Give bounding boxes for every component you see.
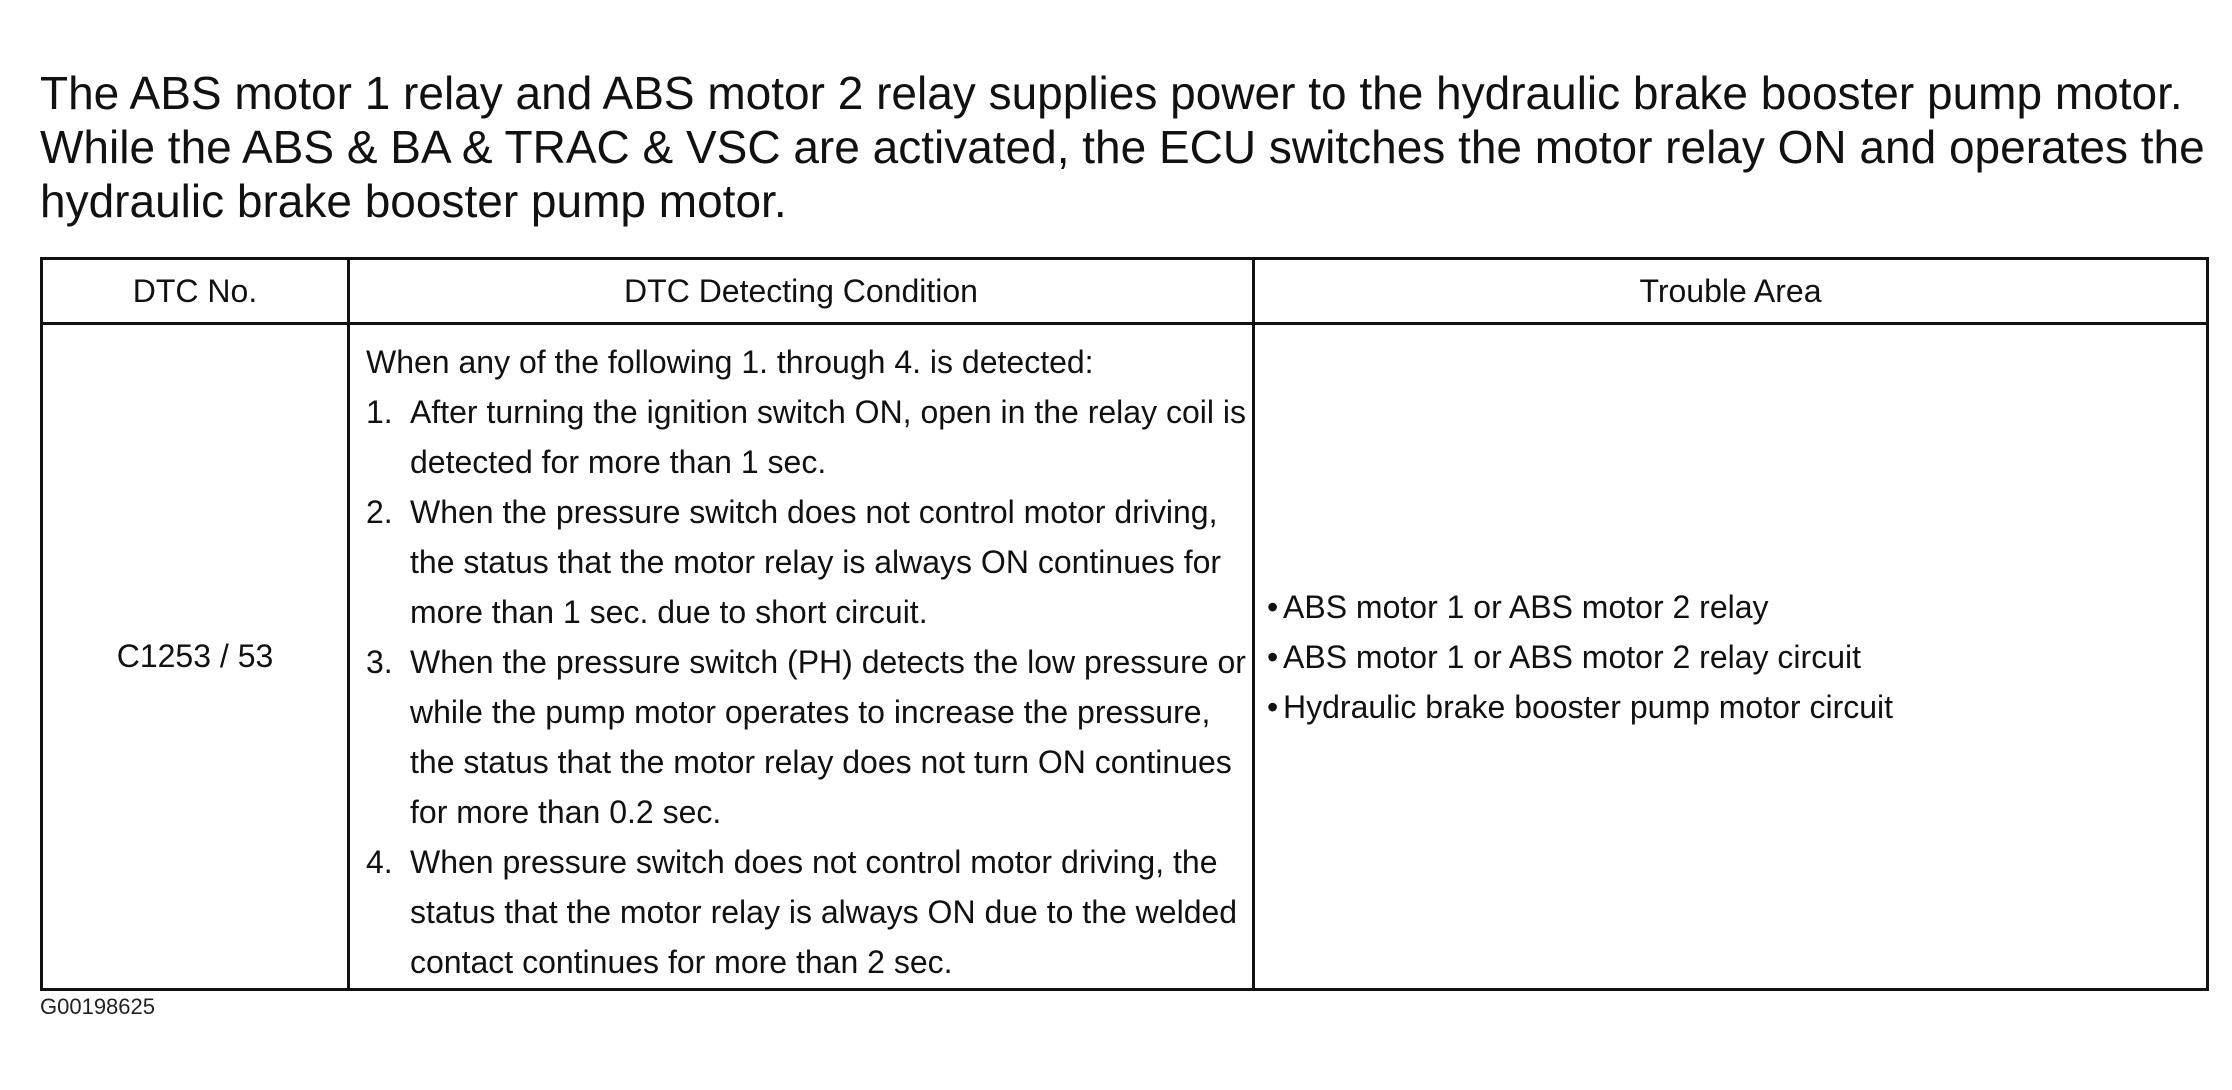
condition-item [366,837,1252,987]
dtc-code-cell: C1253 / 53 [42,324,349,990]
header-detecting-condition: DTC Detecting Condition [349,259,1254,324]
intro-line: While the ABS & BA & TRAC & VSC are activated, the ECU switches the motor relay ON and operates the [40,121,2205,173]
intro-line: The ABS motor 1 relay and ABS motor 2 relay supplies power to the hydraulic brake booster pump motor. [40,67,2183,119]
trouble-area-text: ABS motor 1 or ABS motor 2 relay [1283,588,1769,625]
condition-number: 2. [366,494,393,530]
condition-list [366,387,1252,987]
trouble-area-text: Hydraulic brake booster pump motor circuit [1283,688,1894,725]
table-row [42,324,2208,990]
trouble-area-item [1267,582,2206,632]
trouble-area-item [1267,682,2206,732]
trouble-area-list [1267,582,2206,732]
condition-number: 3. [366,644,393,680]
intro-line: hydraulic brake booster pump motor. [40,175,787,227]
trouble-area-item [1267,632,2206,682]
dtc-table [40,257,2209,991]
condition-item [366,487,1252,637]
trouble-area-cell [1254,324,2208,990]
header-dtc-no: DTC No. [42,259,349,324]
condition-text: After turning the ignition switch ON, open in the relay coil is detected for more than 1 sec. [410,394,1246,480]
figure-id: G00198625 [40,994,155,1019]
condition-number: 1. [366,394,393,430]
header-trouble-area: Trouble Area [1254,259,2208,324]
detecting-condition-cell [349,324,1254,990]
condition-item [366,387,1252,487]
condition-text: When the pressure switch does not control motor driving, the status that the motor relay is always ON continues for more than 1 sec. due to short circuit. [410,494,1222,630]
bullet-icon: • [1267,688,1279,725]
condition-text: When pressure switch does not control motor driving, the status that the motor relay is always ON due to the welded contact continues for more than 2 sec. [410,844,1238,980]
condition-number: 4. [366,844,393,880]
bullet-icon: • [1267,588,1279,625]
table-header-row [42,259,2208,324]
condition-text: When the pressure switch (PH) detects the low pressure or while the pump motor operates to increase the pressure, the status that the motor relay does not turn ON continues for more than 0.2 sec. [410,644,1246,830]
bullet-icon: • [1267,638,1279,675]
condition-item [366,637,1252,837]
intro-paragraph [40,66,2220,228]
trouble-area-text: ABS motor 1 or ABS motor 2 relay circuit [1283,638,1861,675]
condition-intro: When any of the following 1. through 4. is detected: [366,344,1094,380]
